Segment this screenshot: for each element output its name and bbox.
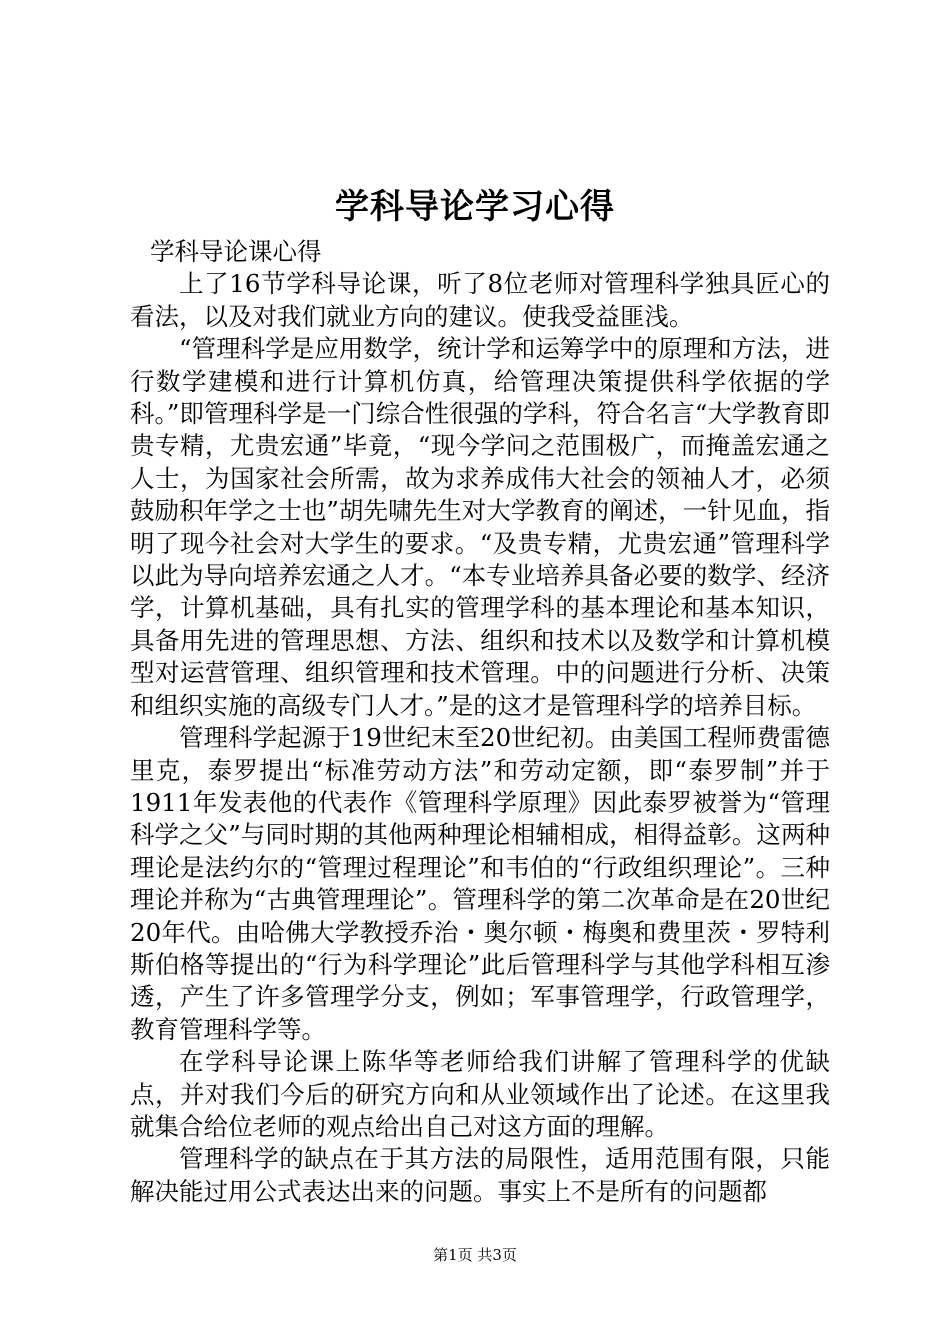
document-body bbox=[130, 236, 830, 1208]
paragraph-drawbacks: 管理科学的缺点在于其方法的局限性，适用范围有限，只能解决能过用公式表达出来的问题。事实上不是所有的问题都 bbox=[130, 1144, 830, 1206]
paragraph-intro: 上了16节学科导论课，听了8位老师对管理科学独具匠心的看法，以及对我们就业方向的建议。使我受益匪浅。 bbox=[130, 269, 830, 331]
page-footer: 第1页 共3页 bbox=[433, 1246, 517, 1264]
subheading: 学科导论课心得 bbox=[150, 237, 322, 266]
document-title: 学科导论学习心得 bbox=[335, 187, 615, 227]
paragraph-history: 管理科学起源于19世纪末至20世纪初。由美国工程师费雷德里克，泰罗提出“标准劳动方法”和劳动定额，即“泰罗制”并于1911年发表他的代表作《管理科学原理》因此泰罗被誉为“管理科学之父”与同时期的其他两种理论相辅相成，相得益彰。这两种理论是法约尔的“管理过程理论”和韦伯的“行政组织理论”。三种理论并称为“古典管理理论”。管理科学的第二次革命是在20世纪20年代。由哈佛大学教授乔治・奥尔顿・梅奥和费里茨・罗特利斯伯格等提出的“行为科学理论”此后管理科学与其他学科相互渗透，产生了许多管理学分支，例如；军事管理学，行政管理学，教育管理科学等。 bbox=[130, 723, 830, 1044]
paragraph-course: 在学科导论课上陈华等老师给我们讲解了管理科学的优缺点，并对我们今后的研究方向和从业领域作出了论述。在这里我就集合给位老师的观点给出自己对这方面的理解。 bbox=[130, 1047, 830, 1141]
paragraph-definition: “管理科学是应用数学，统计学和运筹学中的原理和方法，进行数学建模和进行计算机仿真，给管理决策提供科学依据的学科。”即管理科学是一门综合性很强的学科，符合名言“大学教育即贵专精，尤贵宏通”毕竟，“现今学问之范围极广，而掩盖宏通之人士，为国家社会所需，故为求养成伟大社会的领袖人才，必须鼓励积年学之士也”胡先啸先生对大学教育的阐述，一针见血，指明了现今社会对大学生的要求。“及贵专精，尤贵宏通”管理科学以此为导向培养宏通之人才。“本专业培养具备必要的数学、经济学，计算机基础，具有扎实的管理学科的基本理论和基本知识，具备用先进的管理思想、方法、组织和技术以及数学和计算机模型对运营管理、组织管理和技术管理。中的问题进行分析、决策和组织实施的高级专门人才。”是的这才是管理科学的培养目标。 bbox=[130, 334, 830, 720]
